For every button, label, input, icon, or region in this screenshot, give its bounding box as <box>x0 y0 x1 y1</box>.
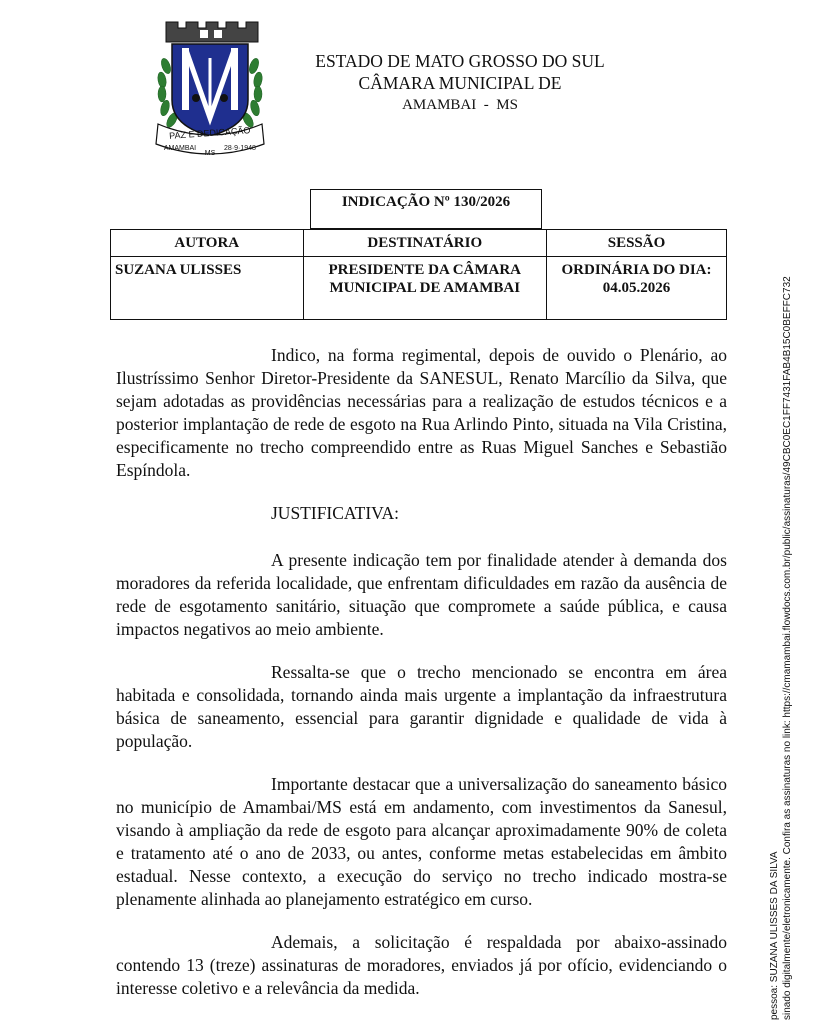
author-value: SUZANA ULISSES <box>111 257 304 320</box>
paragraph-justificativa-4: Ademais, a solicitação é respaldada por abaixo-assinado contendo 13 (treze) assinaturas de moradores, enviados já por ofício, evidenciando o interesse coletivo e a relevância da medida. <box>116 932 727 998</box>
info-table <box>110 229 727 320</box>
document-header <box>270 50 650 116</box>
indicacao-title: INDICAÇÃO Nº 130/2026 <box>310 189 542 229</box>
digital-signature-note <box>768 276 794 1020</box>
header-state: ESTADO DE MATO GROSSO DO SUL <box>315 51 605 71</box>
signature-link-text: sinado digitalmente/eletronicamente. Confira as assinaturas no link: https://cmamambai.flowdocs.com.br/public/assinaturas/49CBC0EC1FF7431FAB4B15C0BEFFC732 <box>782 276 793 1020</box>
svg-text:28·9·1948: 28·9·1948 <box>224 145 256 152</box>
justificativa-heading: JUSTIFICATIVA: <box>271 503 400 523</box>
paragraph-indicacao: Indico, na forma regimental, depois de ouvido o Plenário, ao Ilustríssimo Senhor Diretor-Presidente da SANESUL, Renato Marcílio da Silva, que sejam adotadas as providências necessárias para a realização de estudos técnicos e a posterior implantação de rede de esgoto na Rua Arlindo Pinto, situada na Vila Cristina, especificamente no trecho compreendido entre as Ruas Miguel Sanches e Sebastião Espíndola. <box>116 345 727 480</box>
signature-person: pessoa: SUZANA ULISSES DA SILVA <box>769 851 780 1020</box>
session-value: ORDINÁRIA DO DIA: 04.05.2026 <box>547 257 727 320</box>
header-city: AMAMBAI - MS <box>402 97 518 113</box>
coat-of-arms-logo <box>152 18 268 158</box>
header-chamber: CÂMARA MUNICIPAL DE <box>358 73 562 93</box>
paragraph-justificativa-1: A presente indicação tem por finalidade atender à demanda dos moradores da referida localidade, que enfrentam dificuldades em razão da ausência de rede de esgotamento sanitário, situação que compromete a saúde pública, e causa impactos negativos ao meio ambiente. <box>116 550 727 639</box>
header-author: AUTORA <box>111 230 304 257</box>
svg-text:PAZ E DEDICAÇÃO: PAZ E DEDICAÇÃO <box>168 125 251 141</box>
svg-text:MS: MS <box>204 150 216 157</box>
info-table-row <box>111 257 727 320</box>
paragraph-justificativa-2: Ressalta-se que o trecho mencionado se encontra em área habitada e consolidada, tornando ainda mais urgente a implantação da infraestrutura básica de saneamento, essencial para garantir dignidade e qualidade de vida à população. <box>116 662 727 751</box>
recipient-value: PRESIDENTE DA CÂMARA MUNICIPAL DE AMAMBAI <box>303 257 547 320</box>
header-session: SESSÃO <box>547 230 727 257</box>
info-table-header-row <box>111 230 727 257</box>
header-recipient: DESTINATÁRIO <box>303 230 547 257</box>
document-body <box>116 344 727 1020</box>
svg-text:AMAMBAI: AMAMBAI <box>163 145 197 152</box>
paragraph-justificativa-3: Importante destacar que a universalização do saneamento básico no município de Amambai/MS está em andamento, com investimentos da Sanesul, visando à ampliação da rede de esgoto para alcançar aproximadamente 90% de coleta e tratamento até o ano de 2033, ou antes, conforme metas estabelecidas em âmbito estadual. Nesse contexto, a execução do serviço no trecho indicado mostra-se plenamente alinhada ao planejamento estratégico em curso. <box>116 774 727 909</box>
